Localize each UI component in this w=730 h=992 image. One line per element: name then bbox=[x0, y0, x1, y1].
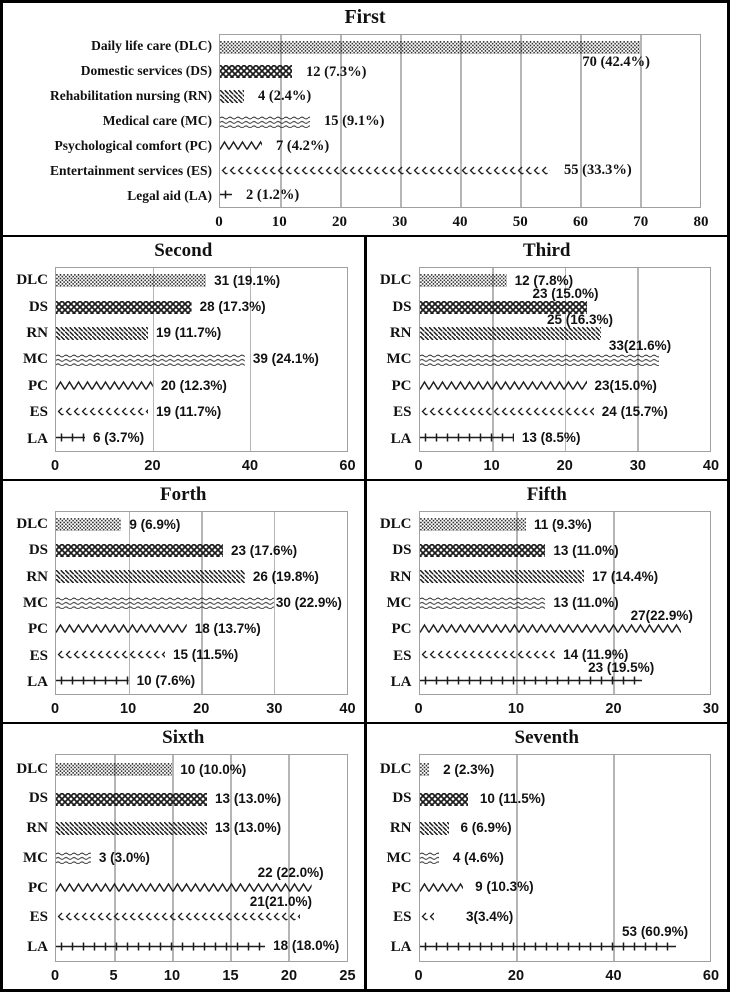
category-label-ds: DS bbox=[28, 790, 48, 807]
figure-row-2 bbox=[3, 235, 727, 479]
category-label-rn: RN bbox=[26, 324, 48, 341]
x-axis-tick: 10 bbox=[120, 701, 137, 717]
bar-dlc bbox=[56, 763, 172, 776]
x-axis-tick: 60 bbox=[339, 458, 356, 474]
bar-la bbox=[56, 940, 265, 953]
category-label-mc: MC bbox=[23, 594, 48, 611]
plot-column bbox=[50, 511, 356, 721]
bar-mc bbox=[56, 596, 274, 609]
category-label-rn: RN bbox=[389, 568, 412, 585]
x-axis-tick: 10 bbox=[163, 968, 181, 984]
category-label-mc: MC bbox=[23, 351, 48, 368]
bar-dlc bbox=[420, 518, 527, 531]
category-label-es: ES bbox=[393, 647, 412, 664]
x-axis-tick: 5 bbox=[109, 968, 118, 984]
value-label-es: 19 (11.7%) bbox=[155, 403, 222, 419]
category-label-la: LA bbox=[27, 430, 48, 447]
x-axis-tick: 0 bbox=[414, 458, 423, 474]
category-label-dlc: DLC bbox=[16, 272, 48, 289]
bar-pc bbox=[420, 622, 681, 635]
category-label-rn: RN bbox=[26, 568, 48, 585]
plot-column bbox=[414, 267, 720, 478]
value-label-dlc: 70 (42.4%) bbox=[582, 53, 650, 70]
value-label-dlc: 10 (10.0%) bbox=[180, 761, 247, 777]
bar-rn bbox=[56, 822, 207, 835]
bar-es bbox=[56, 405, 148, 418]
bar-pc bbox=[420, 881, 464, 894]
x-axis-tick: 20 bbox=[332, 214, 347, 230]
bar-rn bbox=[56, 570, 245, 583]
x-axis-tick: 20 bbox=[280, 968, 298, 984]
value-label-es: 14 (11.9%) bbox=[563, 646, 629, 662]
category-axis bbox=[7, 267, 55, 452]
category-label-dlc: Daily life care (DLC) bbox=[91, 38, 212, 54]
x-axis bbox=[50, 452, 356, 478]
chart-body bbox=[3, 506, 364, 722]
bar-pc bbox=[220, 139, 262, 152]
chart-panel-sixth bbox=[3, 724, 364, 989]
x-axis-tick: 30 bbox=[266, 701, 283, 717]
gridline bbox=[580, 35, 582, 207]
x-axis-tick: 0 bbox=[50, 701, 60, 717]
category-label-pc: PC bbox=[28, 879, 48, 896]
plot-column bbox=[215, 34, 709, 234]
value-label-dlc: 12 (7.8%) bbox=[514, 272, 574, 288]
gridline bbox=[613, 755, 615, 961]
gridline bbox=[250, 268, 252, 451]
category-axis bbox=[371, 267, 419, 452]
category-label-mc: MC bbox=[386, 594, 412, 611]
category-label-ds: Domestic services (DS) bbox=[80, 63, 212, 79]
value-label-la: 13 (8.5%) bbox=[521, 429, 581, 445]
x-axis-tick: 10 bbox=[507, 701, 525, 717]
gridline bbox=[288, 755, 290, 961]
value-label-pc: 23(15.0%) bbox=[594, 377, 657, 393]
category-axis bbox=[7, 511, 55, 695]
bar-dlc bbox=[420, 274, 507, 287]
value-label-es: 55 (33.3%) bbox=[564, 162, 632, 179]
figure-row-4 bbox=[3, 722, 727, 989]
value-label-la: 2 (1.2%) bbox=[246, 186, 300, 203]
plot-area bbox=[219, 34, 701, 208]
bar-ds bbox=[220, 65, 292, 78]
category-label-dlc: DLC bbox=[379, 515, 412, 532]
category-axis bbox=[7, 754, 55, 962]
value-label-la: 10 (7.6%) bbox=[136, 672, 196, 688]
bar-la bbox=[420, 431, 514, 444]
category-label-la: LA bbox=[390, 939, 412, 956]
category-label-pc: PC bbox=[28, 621, 48, 638]
category-label-pc: Psychological comfort (PC) bbox=[54, 137, 212, 153]
x-axis-tick: 20 bbox=[144, 458, 161, 474]
category-label-ds: DS bbox=[28, 298, 48, 315]
value-label-rn: 6 (6.9%) bbox=[460, 820, 512, 836]
bar-ds bbox=[56, 544, 223, 557]
bar-ds bbox=[420, 544, 546, 557]
value-label-ds: 23 (17.6%) bbox=[231, 542, 298, 558]
x-axis bbox=[414, 452, 720, 478]
category-label-ds: DS bbox=[392, 790, 412, 807]
plot-column bbox=[50, 267, 356, 478]
category-label-la: LA bbox=[390, 430, 412, 447]
category-label-es: ES bbox=[29, 647, 48, 664]
value-label-rn: 19 (11.7%) bbox=[155, 325, 222, 341]
value-label-ds: 13 (13.0%) bbox=[215, 791, 282, 807]
bar-rn bbox=[220, 90, 244, 103]
bar-es bbox=[420, 910, 435, 923]
plot-column bbox=[50, 754, 356, 988]
value-label-ds: 13 (11.0%) bbox=[553, 542, 619, 558]
x-axis bbox=[50, 962, 356, 988]
value-label-ds: 23 (15.0%) bbox=[532, 286, 599, 301]
x-axis bbox=[414, 695, 720, 721]
bar-pc bbox=[420, 379, 587, 392]
category-label-pc: PC bbox=[391, 377, 412, 394]
chart-body bbox=[3, 749, 364, 989]
value-label-es: 21(21.0%) bbox=[249, 894, 313, 910]
category-label-pc: PC bbox=[28, 377, 48, 394]
value-label-mc: 13 (11.0%) bbox=[553, 594, 619, 610]
bar-es bbox=[220, 164, 550, 177]
category-label-mc: MC bbox=[23, 849, 48, 866]
bar-la bbox=[56, 431, 85, 444]
value-label-mc: 15 (9.1%) bbox=[324, 113, 385, 129]
category-label-rn: RN bbox=[389, 820, 412, 837]
category-label-ds: DS bbox=[392, 298, 412, 315]
value-label-pc: 20 (12.3%) bbox=[160, 377, 227, 393]
x-axis-tick: 30 bbox=[629, 458, 646, 474]
value-label-pc: 7 (4.2%) bbox=[276, 137, 330, 154]
value-label-es: 15 (11.5%) bbox=[172, 646, 239, 662]
value-label-rn: 26 (19.8%) bbox=[252, 568, 319, 584]
chart-body bbox=[3, 29, 727, 235]
category-label-ds: DS bbox=[28, 542, 48, 559]
value-label-mc: 39 (24.1%) bbox=[252, 351, 319, 367]
plot-column bbox=[414, 511, 720, 721]
x-axis-tick: 80 bbox=[693, 214, 709, 230]
category-label-es: ES bbox=[29, 404, 48, 421]
value-label-ds: 28 (17.3%) bbox=[199, 299, 266, 315]
bar-rn bbox=[420, 822, 449, 835]
value-label-la: 23 (19.5%) bbox=[588, 659, 655, 675]
bar-mc bbox=[56, 851, 91, 864]
x-axis-tick: 0 bbox=[215, 214, 223, 230]
x-axis-tick: 10 bbox=[271, 214, 287, 230]
value-label-dlc: 9 (6.9%) bbox=[129, 516, 181, 532]
bar-pc bbox=[56, 881, 312, 894]
value-label-pc: 18 (13.7%) bbox=[194, 620, 261, 636]
chart-panel-seventh bbox=[364, 724, 728, 989]
gridline bbox=[520, 35, 522, 207]
plot-area bbox=[55, 754, 348, 962]
category-label-pc: PC bbox=[391, 621, 412, 638]
value-label-pc: 9 (10.3%) bbox=[475, 879, 534, 895]
bar-mc bbox=[420, 353, 660, 366]
chart-title: Third bbox=[522, 240, 571, 261]
x-axis-tick: 60 bbox=[573, 214, 588, 230]
x-axis-tick: 10 bbox=[483, 458, 500, 474]
bar-ds bbox=[56, 301, 192, 314]
chart-title: Sixth bbox=[162, 727, 205, 748]
value-label-dlc: 11 (9.3%) bbox=[534, 516, 592, 532]
plot-column bbox=[414, 754, 720, 988]
chart-panel-forth bbox=[3, 481, 364, 722]
x-axis-tick: 30 bbox=[392, 214, 408, 230]
value-label-mc: 30 (22.9%) bbox=[275, 594, 342, 610]
gridline bbox=[516, 755, 518, 961]
gridline bbox=[400, 35, 402, 207]
x-axis-tick: 20 bbox=[193, 701, 210, 717]
chart-panel-fifth bbox=[364, 481, 728, 722]
x-axis bbox=[414, 962, 720, 988]
chart-panel-first bbox=[3, 3, 727, 235]
category-label-pc: PC bbox=[391, 879, 412, 896]
x-axis-tick: 30 bbox=[702, 701, 720, 717]
x-axis-tick: 70 bbox=[633, 214, 649, 230]
bar-dlc bbox=[56, 274, 206, 287]
value-label-dlc: 31 (19.1%) bbox=[214, 272, 281, 288]
bar-es bbox=[56, 648, 165, 661]
category-label-rn: Rehabilitation nursing (RN) bbox=[49, 88, 212, 104]
figure-row-1 bbox=[3, 3, 727, 235]
plot-area bbox=[419, 754, 712, 962]
chart-panel-second bbox=[3, 237, 364, 479]
bar-ds bbox=[56, 793, 207, 806]
chart-title: First bbox=[344, 6, 386, 28]
plot-area bbox=[55, 511, 348, 695]
value-label-la: 6 (3.7%) bbox=[93, 429, 145, 445]
bar-dlc bbox=[220, 41, 640, 54]
value-label-rn: 17 (14.4%) bbox=[592, 568, 659, 584]
value-label-la: 18 (18.0%) bbox=[273, 938, 340, 954]
chart-title: Second bbox=[154, 240, 213, 261]
plot-area bbox=[419, 267, 712, 452]
category-label-rn: RN bbox=[389, 324, 412, 341]
category-label-la: LA bbox=[27, 673, 48, 690]
value-label-mc: 3 (3.0%) bbox=[98, 849, 150, 865]
category-axis bbox=[7, 34, 219, 208]
bar-mc bbox=[420, 851, 439, 864]
category-label-mc: MC bbox=[386, 849, 412, 866]
bar-pc bbox=[56, 379, 153, 392]
category-label-mc: Medical care (MC) bbox=[102, 113, 212, 128]
category-label-es: Entertainment services (ES) bbox=[50, 162, 212, 178]
category-label-la: LA bbox=[27, 939, 48, 956]
category-label-rn: RN bbox=[26, 820, 48, 837]
chart-title: Fifth bbox=[526, 484, 567, 505]
x-axis-tick: 50 bbox=[512, 214, 528, 230]
chart-title: Seventh bbox=[514, 727, 579, 748]
bar-mc bbox=[220, 115, 310, 128]
bar-es bbox=[56, 910, 300, 923]
x-axis-tick: 40 bbox=[339, 701, 356, 717]
value-label-rn: 25 (16.3%) bbox=[547, 312, 614, 328]
x-axis-tick: 40 bbox=[241, 458, 259, 474]
x-axis-tick: 25 bbox=[339, 968, 356, 984]
bar-es bbox=[420, 405, 594, 418]
gridline bbox=[460, 35, 462, 207]
category-label-es: ES bbox=[29, 909, 48, 926]
category-label-ds: DS bbox=[392, 542, 412, 559]
bar-la bbox=[420, 940, 677, 953]
value-label-mc: 33(21.6%) bbox=[608, 338, 672, 354]
x-axis-tick: 0 bbox=[50, 458, 60, 474]
x-axis-tick: 40 bbox=[702, 458, 720, 474]
chart-panel-third bbox=[364, 237, 728, 479]
value-label-rn: 13 (13.0%) bbox=[215, 820, 282, 836]
value-label-es: 24 (15.7%) bbox=[601, 403, 668, 419]
bar-mc bbox=[420, 596, 546, 609]
gridline bbox=[230, 755, 232, 961]
bar-dlc bbox=[420, 763, 430, 776]
bar-es bbox=[420, 648, 556, 661]
bar-dlc bbox=[56, 518, 121, 531]
category-label-dlc: DLC bbox=[379, 272, 412, 289]
bar-rn bbox=[420, 570, 585, 583]
plot-area bbox=[55, 267, 348, 452]
bar-la bbox=[220, 188, 232, 201]
category-label-es: ES bbox=[393, 404, 412, 421]
value-label-mc: 4 (4.6%) bbox=[452, 849, 504, 865]
chart-body bbox=[367, 262, 728, 479]
x-axis-tick: 40 bbox=[605, 968, 622, 984]
x-axis-tick: 60 bbox=[702, 968, 720, 984]
category-label-dlc: DLC bbox=[16, 515, 48, 532]
chart-title: Forth bbox=[160, 484, 207, 505]
value-label-ds: 12 (7.3%) bbox=[306, 63, 367, 80]
figure-row-3 bbox=[3, 479, 727, 722]
bar-ds bbox=[420, 793, 468, 806]
x-axis-tick: 0 bbox=[414, 968, 423, 984]
category-label-dlc: DLC bbox=[379, 760, 412, 777]
x-axis-tick: 20 bbox=[605, 701, 622, 717]
category-label-mc: MC bbox=[386, 351, 412, 368]
category-label-es: ES bbox=[393, 909, 412, 926]
value-label-la: 53 (60.9%) bbox=[622, 923, 689, 939]
chart-body bbox=[367, 506, 728, 722]
category-axis bbox=[371, 754, 419, 962]
value-label-ds: 10 (11.5%) bbox=[479, 791, 546, 807]
bar-rn bbox=[420, 327, 602, 340]
chart-body bbox=[3, 262, 364, 479]
category-label-la: LA bbox=[390, 673, 412, 690]
plot-area bbox=[419, 511, 712, 695]
x-axis-tick: 15 bbox=[222, 968, 239, 984]
category-label-dlc: DLC bbox=[16, 760, 48, 777]
value-label-pc: 22 (22.0%) bbox=[257, 864, 324, 880]
category-axis bbox=[371, 511, 419, 695]
chart-body bbox=[367, 749, 728, 989]
x-axis-tick: 20 bbox=[556, 458, 573, 474]
value-label-dlc: 2 (2.3%) bbox=[443, 761, 495, 777]
bar-la bbox=[420, 674, 643, 687]
bar-rn bbox=[56, 327, 148, 340]
value-label-pc: 27(22.9%) bbox=[630, 607, 693, 623]
category-label-la: Legal aid (LA) bbox=[127, 187, 212, 203]
bar-la bbox=[56, 674, 129, 687]
value-label-rn: 4 (2.4%) bbox=[258, 88, 312, 105]
x-axis-tick: 20 bbox=[507, 968, 525, 984]
value-label-es: 3(3.4%) bbox=[466, 908, 514, 924]
bar-pc bbox=[56, 622, 187, 635]
x-axis-tick: 40 bbox=[452, 214, 468, 230]
x-axis bbox=[50, 695, 356, 721]
x-axis bbox=[215, 208, 709, 234]
x-axis-tick: 0 bbox=[50, 968, 60, 984]
gridline bbox=[172, 755, 174, 961]
bar-mc bbox=[56, 353, 245, 366]
x-axis-tick: 0 bbox=[414, 701, 423, 717]
